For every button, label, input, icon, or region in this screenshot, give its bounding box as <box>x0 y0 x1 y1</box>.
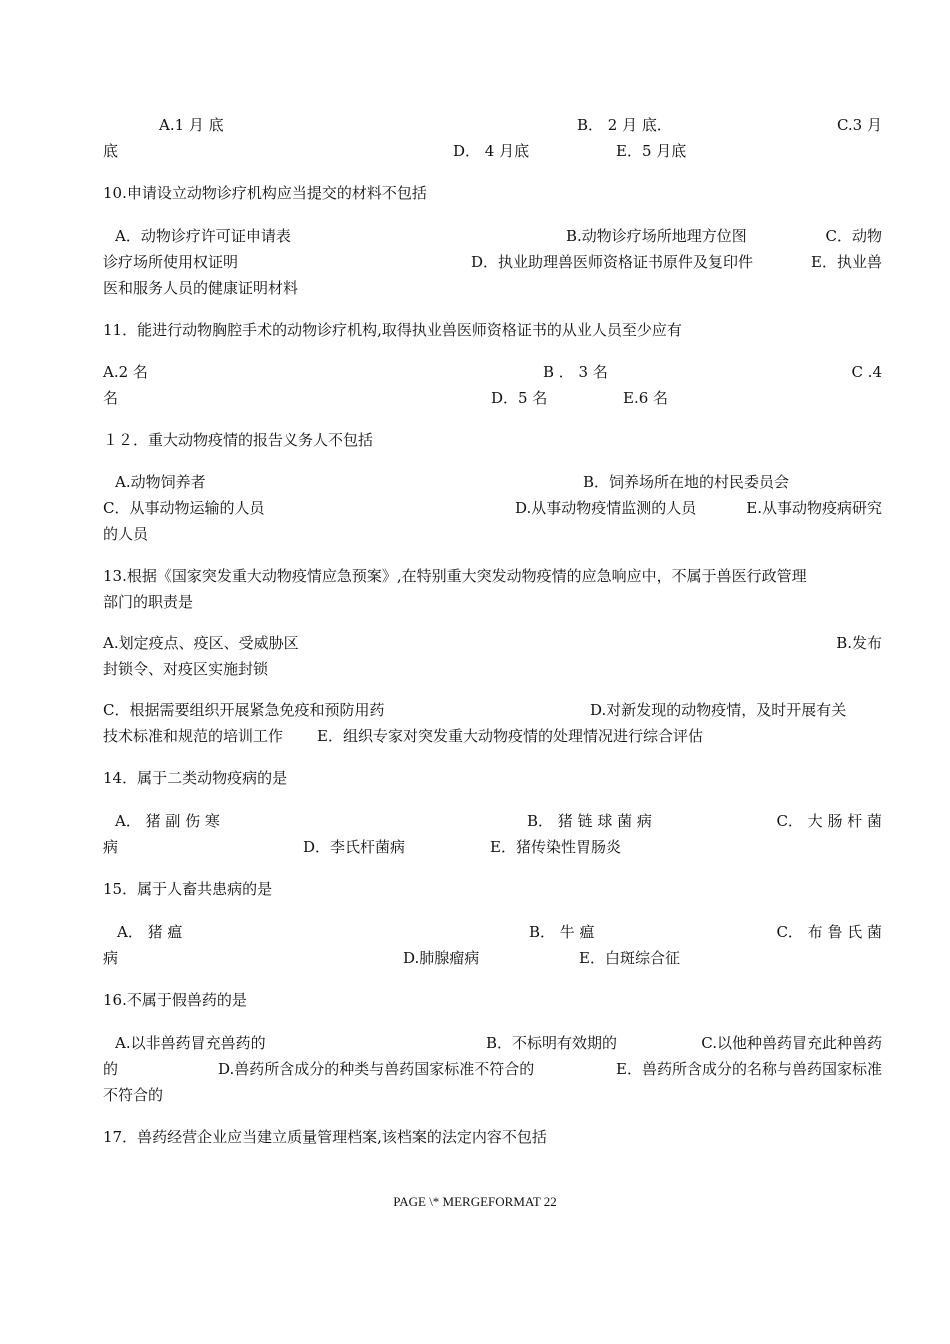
page-footer: PAGE \* MERGEFORMAT 22 <box>393 1194 557 1209</box>
q15-option-c-cont: 病 <box>103 949 119 967</box>
q10-option-c-cont: 诊疗场所使用权证明 <box>103 253 239 271</box>
q13-stem: 13.根据《国家突发重大动物疫情应急预案》,在特别重大突发动物疫情的应急响应中，不属于兽医行政管理 <box>103 567 807 585</box>
q12-option-b: B．饲养场所在地的村民委员会 <box>583 473 790 491</box>
q9-option-c-cont: 底 <box>103 142 119 160</box>
q10-option-c: C．动物 <box>825 227 882 245</box>
q13-option-b-cont: 封锁令、对疫区实施封锁 <box>103 660 269 678</box>
q14-option-d: D．李氏杆菌病 <box>303 838 406 856</box>
q13-option-a: A.划定疫点、疫区、受威胁区 <box>103 634 299 652</box>
q10-option-d: D．执业助理兽医师资格证书原件及复印件 <box>471 253 754 271</box>
q15-option-b: B． 牛 瘟 <box>529 923 595 941</box>
q15-option-c: C． 布 鲁 氏 菌 <box>776 923 882 941</box>
q14-option-c: C． 大 肠 杆 菌 <box>776 812 882 830</box>
q13-option-d: D.对新发现的动物疫情，及时开展有关 <box>590 701 847 719</box>
q11-option-d: D．5 名 <box>491 389 548 407</box>
q15-option-e: E．白斑综合征 <box>579 949 680 967</box>
q9-option-a: A.1 月 底 <box>159 116 224 134</box>
q16-option-e-cont: 不符合的 <box>103 1086 164 1104</box>
q15-option-a: A． 猪 瘟 <box>117 923 183 941</box>
q13-option-d-cont: 技术标准和规范的培训工作 <box>103 727 284 745</box>
q10-stem: 10.申请设立动物诊疗机构应当提交的材料不包括 <box>103 184 427 202</box>
q12-option-e-cont: 的人员 <box>103 525 149 543</box>
q9-option-c: C.3 月 <box>836 116 882 134</box>
q14-stem: 14．属于二类动物疫病的是 <box>103 769 288 787</box>
q10-option-e: E．执业兽 <box>811 253 882 271</box>
q13-option-b: B.发布 <box>836 634 882 652</box>
q12-option-a: A.动物饲养者 <box>115 473 206 491</box>
q11-option-c-cont: 名 <box>103 389 119 407</box>
q11-stem: 11．能进行动物胸腔手术的动物诊疗机构,取得执业兽医师资格证书的从业人员至少应有 <box>103 321 682 339</box>
q13-option-e: E．组织专家对突发重大动物疫情的处理情况进行综合评估 <box>317 727 703 745</box>
q16-option-a: A.以非兽药冒充兽药的 <box>115 1034 266 1052</box>
q12-option-c: C．从事动物运输的人员 <box>103 499 265 517</box>
q14-option-e: E．猪传染性胃肠炎 <box>490 838 621 856</box>
q11-option-e: E.6 名 <box>623 389 669 407</box>
q16-stem: 16.不属于假兽药的是 <box>103 991 247 1009</box>
q16-option-b: B．不标明有效期的 <box>486 1034 618 1052</box>
q9-option-e: E．5 月底 <box>616 142 687 160</box>
q16-option-d: D.兽药所含成分的种类与兽药国家标准不符合的 <box>218 1060 535 1078</box>
q16-option-c-cont: 的 <box>103 1060 119 1078</box>
q16-option-e: E．兽药所含成分的名称与兽药国家标准 <box>616 1060 882 1078</box>
q14-option-c-cont: 病 <box>103 838 119 856</box>
q15-stem: 15．属于人畜共患病的是 <box>103 880 273 898</box>
q11-option-b: B ． 3 名 <box>543 363 608 381</box>
q10-option-a: A．动物诊疗许可证申请表 <box>115 227 291 245</box>
q15-option-d: D.肺腺瘤病 <box>403 949 480 967</box>
q10-option-b: B.动物诊疗场所地理方位图 <box>566 227 747 245</box>
q16-option-c: C.以他种兽药冒充此种兽药 <box>701 1034 882 1052</box>
q13-stem-cont: 部门的职责是 <box>103 593 194 611</box>
q11-option-c: C .4 <box>851 363 882 381</box>
q12-option-d: D.从事动物疫情监测的人员 <box>515 499 697 517</box>
q9-option-d: D． 4 月底 <box>453 142 530 160</box>
q11-option-a: A.2 名 <box>103 363 148 381</box>
q13-option-c: C．根据需要组织开展紧急免疫和预防用药 <box>103 701 385 719</box>
q12-option-e: E.从事动物疫病研究 <box>746 499 882 517</box>
q14-option-b: B． 猪 链 球 菌 病 <box>527 812 652 830</box>
q10-option-e-cont: 医和服务人员的健康证明材料 <box>103 279 299 297</box>
q12-stem: １２．重大动物疫情的报告义务人不包括 <box>103 431 374 449</box>
q14-option-a: A． 猪 副 伤 寒 <box>115 812 220 830</box>
q9-option-b: B． 2 月 底． <box>577 116 672 134</box>
q17-stem: 17．兽药经营企业应当建立质量管理档案,该档案的法定内容不包括 <box>103 1128 547 1146</box>
